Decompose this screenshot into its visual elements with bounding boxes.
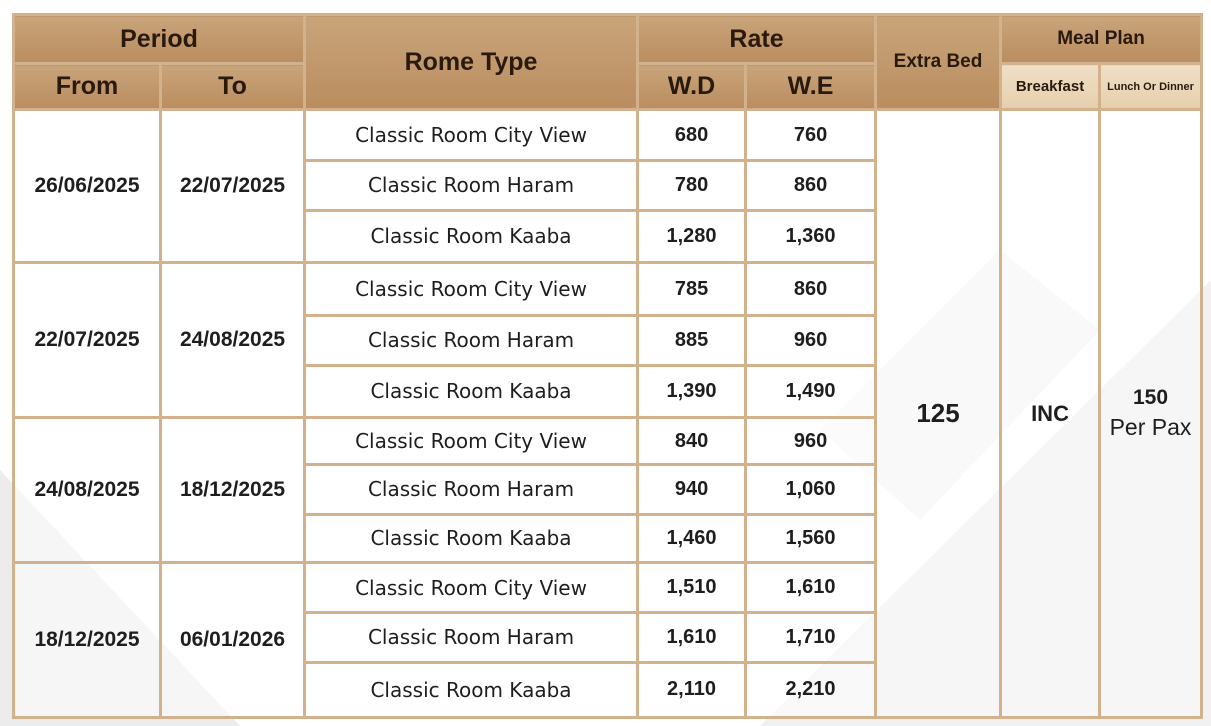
period-from-date: 24/08/2025 xyxy=(14,417,161,562)
weekend-rate: 960 xyxy=(746,316,876,365)
weekday-rate: 885 xyxy=(638,316,746,365)
extra-bed-price: 125 xyxy=(876,110,1001,718)
room-type-cell: Classic Room City View xyxy=(305,417,638,464)
room-type-cell: Classic Room City View xyxy=(305,110,638,161)
room-type-cell: Classic Room Kaaba xyxy=(305,365,638,417)
extra-bed-header: Extra Bed xyxy=(876,15,1001,110)
period-to-date: 06/01/2026 xyxy=(161,562,305,717)
weekend-rate: 1,060 xyxy=(746,465,876,514)
weekday-rate: 1,390 xyxy=(638,365,746,417)
period-header: Period xyxy=(14,15,305,64)
weekday-rate: 940 xyxy=(638,465,746,514)
weekday-header: W.D xyxy=(638,64,746,110)
weekend-rate: 1,360 xyxy=(746,210,876,262)
breakfast-header: Breakfast xyxy=(1001,64,1100,110)
room-type-cell: Classic Room City View xyxy=(305,562,638,612)
weekday-rate: 680 xyxy=(638,110,746,161)
room-type-cell: Classic Room Haram xyxy=(305,465,638,514)
weekend-rate: 860 xyxy=(746,262,876,315)
weekday-rate: 1,280 xyxy=(638,210,746,262)
room-type-cell: Classic Room Kaaba xyxy=(305,662,638,717)
breakfast-included: INC xyxy=(1001,110,1100,718)
period-to-date: 24/08/2025 xyxy=(161,262,305,417)
room-type-cell: Classic Room Haram xyxy=(305,613,638,662)
weekday-rate: 1,610 xyxy=(638,613,746,662)
period-from-date: 22/07/2025 xyxy=(14,262,161,417)
from-header: From xyxy=(14,64,161,110)
room-type-cell: Classic Room Haram xyxy=(305,161,638,210)
period-to-date: 22/07/2025 xyxy=(161,110,305,263)
rate-header: Rate xyxy=(638,15,876,64)
weekend-rate: 860 xyxy=(746,161,876,210)
weekday-rate: 840 xyxy=(638,417,746,464)
weekday-rate: 2,110 xyxy=(638,662,746,717)
weekend-rate: 1,610 xyxy=(746,562,876,612)
to-header: To xyxy=(161,64,305,110)
lunch-dinner-header: Lunch Or Dinner xyxy=(1100,64,1202,110)
lunch-dinner-price xyxy=(1100,110,1202,718)
room-type-cell: Classic Room Kaaba xyxy=(305,210,638,262)
lunch-dinner-value: 150 xyxy=(1132,386,1169,409)
room-type-header: Rome Type xyxy=(305,15,638,110)
weekday-rate: 785 xyxy=(638,262,746,315)
weekend-rate: 760 xyxy=(746,110,876,161)
weekend-rate: 1,560 xyxy=(746,514,876,562)
weekday-rate: 1,510 xyxy=(638,562,746,612)
weekend-rate: 2,210 xyxy=(746,662,876,717)
rate-table xyxy=(12,13,1203,719)
weekend-rate: 1,490 xyxy=(746,365,876,417)
weekend-rate: 960 xyxy=(746,417,876,464)
weekday-rate: 1,460 xyxy=(638,514,746,562)
meal-plan-header: Meal Plan xyxy=(1001,15,1202,64)
weekend-rate: 1,710 xyxy=(746,613,876,662)
room-type-cell: Classic Room Haram xyxy=(305,316,638,365)
period-to-date: 18/12/2025 xyxy=(161,417,305,562)
lunch-dinner-unit: Per Pax xyxy=(1109,414,1192,440)
period-from-date: 18/12/2025 xyxy=(14,562,161,717)
weekday-rate: 780 xyxy=(638,161,746,210)
period-from-date: 26/06/2025 xyxy=(14,110,161,263)
weekend-header: W.E xyxy=(746,64,876,110)
room-type-cell: Classic Room City View xyxy=(305,262,638,315)
room-type-cell: Classic Room Kaaba xyxy=(305,514,638,562)
